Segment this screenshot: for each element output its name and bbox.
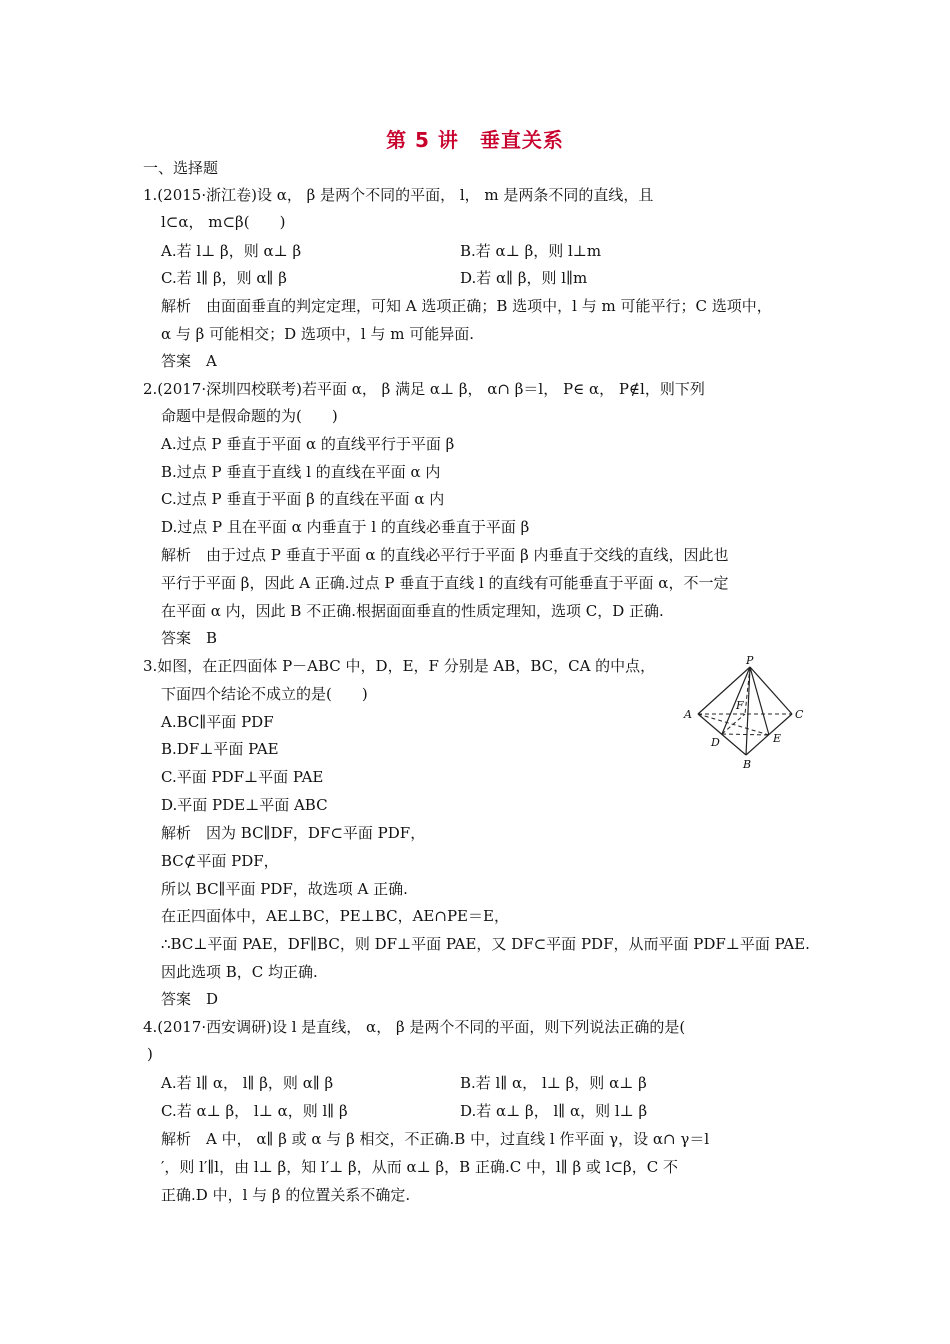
q3-analysis: 解析 因为 BC∥DF，DF⊂平面 PDF， <box>161 824 426 842</box>
q1-answer: 答案 A <box>161 352 217 370</box>
q4-analysis-cont-1: ′，则 l′∥l，由 l⊥ β，知 l′⊥ β，从而 α⊥ β，B 正确.C 中，l∥ β 或 l⊂β，C 不 <box>161 1158 678 1176</box>
q2-analysis: 解析 由于过点 P 垂直于平面 α 的直线必平行于平面 β 内垂直于交线的直线，因此也 <box>161 546 729 564</box>
q2-option-d: D.过点 P 且在平面 α 内垂直于 l 的直线必垂直于平面 β <box>161 518 530 536</box>
q1-option-d: D.若 α∥ β，则 l∥m <box>460 269 588 287</box>
q3-option-a: A.BC∥平面 PDF <box>161 713 274 731</box>
q4-analysis-cont-2: 正确.D 中，l 与 β 的位置关系不确定. <box>161 1186 411 1204</box>
section-heading: 一、选择题 <box>143 159 219 177</box>
q1-stem-cont: l⊂α， m⊂β( ) <box>161 213 286 231</box>
label-b: B <box>743 758 752 771</box>
q3-option-c: C.平面 PDF⊥平面 PAE <box>161 768 324 786</box>
q4-option-d: D.若 α⊥ β， l∥ α，则 l⊥ β <box>460 1102 648 1120</box>
edge-pb <box>746 667 750 755</box>
q2-option-a: A.过点 P 垂直于平面 α 的直线平行于平面 β <box>161 435 455 453</box>
label-e: E <box>773 732 782 745</box>
q2-stem-cont: 命题中是假命题的为( ) <box>161 407 338 425</box>
q1-option-b: B.若 α⊥ β，则 l⊥m <box>460 242 602 260</box>
q3-option-d: D.平面 PDE⊥平面 ABC <box>161 796 328 814</box>
q3-stem: 3.如图，在正四面体 P－ABC 中，D，E，F 分别是 AB，BC，CA 的中点， <box>143 657 656 675</box>
q3-stem-cont: 下面四个结论不成立的是( ) <box>161 685 368 703</box>
q4-option-c: C.若 α⊥ β， l⊥ α，则 l∥ β <box>161 1102 348 1120</box>
q2-stem: 2.(2017·深圳四校联考)若平面 α， β 满足 α⊥ β， α∩ β＝l， P∈ α， P∉l，则下列 <box>143 380 705 398</box>
tetrahedron-diagram <box>676 654 812 772</box>
q1-analysis: 解析 由面面垂直的判定定理，可知 A 选项正确；B 选项中，l 与 m 可能平行；C 选项中， <box>161 297 772 315</box>
q2-option-c: C.过点 P 垂直于平面 β 的直线在平面 α 内 <box>161 490 445 508</box>
q3-analysis-cont-3: 在正四面体中，AE⊥BC，PE⊥BC，AE∩PE＝E， <box>161 907 509 925</box>
q2-answer: 答案 B <box>161 629 218 647</box>
q4-stem: 4.(2017·西安调研)设 l 是直线， α， β 是两个不同的平面，则下列说法正确的是( <box>143 1018 686 1036</box>
q3-option-b: B.DF⊥平面 PAE <box>161 740 279 758</box>
q2-analysis-cont-1: 平行于平面 β，因此 A 正确.过点 P 垂直于直线 l 的直线有可能垂直于平面 α，不一定 <box>161 574 729 592</box>
label-d: D <box>711 736 720 749</box>
page-title: 第 5 讲 垂直关系 <box>386 128 564 152</box>
edge-de-hidden <box>722 734 769 735</box>
q4-analysis: 解析 A 中， α∥ β 或 α 与 β 相交，不正确.B 中，过直线 l 作平面 γ，设 α∩ γ＝l <box>161 1130 710 1148</box>
q3-answer: 答案 D <box>161 990 219 1008</box>
q2-analysis-cont-2: 在平面 α 内，因此 B 不正确.根据面面垂直的性质定理知，选项 C，D 正确. <box>161 602 664 620</box>
q4-option-b: B.若 l∥ α， l⊥ β，则 α⊥ β <box>460 1074 647 1092</box>
q1-analysis-cont: α 与 β 可能相交；D 选项中，l 与 m 可能异面. <box>161 325 474 343</box>
q1-option-a: A.若 l⊥ β，则 α⊥ β <box>161 242 302 260</box>
q3-analysis-cont-4: ∴BC⊥平面 PAE，DF∥BC，则 DF⊥平面 PAE，又 DF⊂平面 PDF，从而平面 PDF⊥平面 PAE. <box>161 935 810 953</box>
label-p: P <box>746 654 754 667</box>
q3-analysis-cont-2: 所以 BC∥平面 PDF，故选项 A 正确. <box>161 880 408 898</box>
q4-stem-cont: ) <box>147 1045 153 1063</box>
label-a: A <box>684 708 692 721</box>
q4-option-a: A.若 l∥ α， l∥ β，则 α∥ β <box>161 1074 334 1092</box>
q3-analysis-cont-1: BC⊄平面 PDF， <box>161 852 279 870</box>
q3-analysis-cont-5: 因此选项 B，C 均正确. <box>161 963 318 981</box>
q1-option-c: C.若 l∥ β，则 α∥ β <box>161 269 287 287</box>
label-f: F <box>736 699 744 712</box>
label-c: C <box>795 708 804 721</box>
edge-df-hidden <box>722 714 745 734</box>
q2-option-b: B.过点 P 垂直于直线 l 的直线在平面 α 内 <box>161 463 441 481</box>
q1-stem: 1.(2015·浙江卷)设 α， β 是两个不同的平面， l， m 是两条不同的直线，且 <box>143 186 654 204</box>
